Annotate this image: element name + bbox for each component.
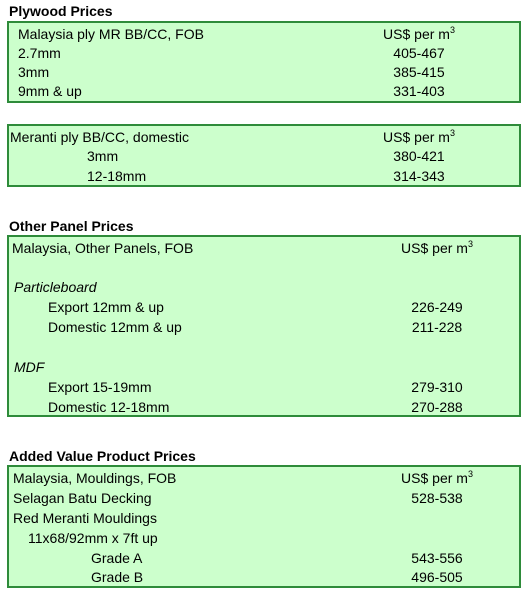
table-row (9, 488, 519, 508)
row-value: 496-505 (411, 569, 463, 585)
row-value: 314-343 (393, 168, 445, 184)
section-title-mdf (9, 357, 519, 377)
row-value: 543-556 (411, 550, 463, 566)
table-row (9, 548, 519, 568)
row-value: 270-288 (411, 399, 463, 415)
table-row (9, 528, 519, 548)
other-panel-prices-heading: Other Panel Prices (9, 218, 134, 234)
row-label: 11x68/92mm x 7ft up (28, 530, 158, 546)
table-row (9, 166, 519, 186)
header-label: Malaysia, Mouldings, FOB (13, 470, 177, 486)
row-label: Grade B (91, 569, 144, 585)
row-label: Export 15-19mm (48, 379, 152, 395)
header-label: Meranti ply BB/CC, domestic (10, 129, 189, 145)
table-row (9, 508, 519, 528)
row-value: 380-421 (393, 148, 445, 164)
header-unit: US$ per $m^3$ (383, 25, 455, 42)
row-label: Export 12mm & up (48, 299, 164, 315)
row-label: 3mm (18, 64, 50, 80)
table-row (9, 297, 519, 317)
row-label: Grade A (91, 550, 143, 566)
row-label: 3mm (87, 148, 119, 164)
plywood-prices-heading: Plywood Prices (9, 3, 113, 19)
table-header (9, 468, 519, 488)
header-label: Malaysia, Other Panels, FOB (12, 240, 194, 256)
table-row (9, 81, 519, 101)
row-value: 211-228 (411, 319, 463, 335)
other-panels-table (7, 235, 521, 417)
header-unit: US$ per $m^3$ (401, 469, 473, 486)
added-value-table (7, 465, 521, 588)
header-unit: US$ per $m^3$ (401, 239, 473, 256)
table-row (9, 43, 519, 63)
table-header (9, 127, 519, 147)
table-row (9, 397, 519, 417)
row-label: Selagan Batu Decking (13, 490, 152, 506)
section-title: Particleboard (14, 279, 97, 295)
table-row (9, 146, 519, 166)
row-value: 405-467 (393, 45, 445, 61)
row-value: 226-249 (411, 299, 463, 315)
table-row (9, 62, 519, 82)
table-header (9, 24, 519, 44)
header-unit: US$ per $m^3$ (383, 128, 455, 145)
table-row (9, 317, 519, 337)
row-label: Domestic 12-18mm (48, 399, 170, 415)
row-value: 528-538 (411, 490, 463, 506)
row-label: 12-18mm (87, 168, 147, 184)
row-value: 331-403 (393, 83, 445, 99)
table-header (9, 238, 519, 258)
table-row (9, 567, 519, 587)
row-label: Red Meranti Mouldings (13, 510, 157, 526)
row-value: 385-415 (393, 64, 445, 80)
plywood-table-malaysia (7, 21, 521, 103)
section-title: MDF (14, 359, 45, 375)
row-label: 9mm & up (18, 83, 82, 99)
row-label: 2.7mm (18, 45, 61, 61)
header-label: Malaysia ply MR BB/CC, FOB (18, 26, 204, 42)
plywood-table-meranti (7, 124, 521, 187)
table-row (9, 377, 519, 397)
added-value-prices-heading: Added Value Product Prices (9, 448, 196, 464)
row-value: 279-310 (411, 379, 463, 395)
row-label: Domestic 12mm & up (48, 319, 182, 335)
section-title-particleboard (9, 277, 519, 297)
